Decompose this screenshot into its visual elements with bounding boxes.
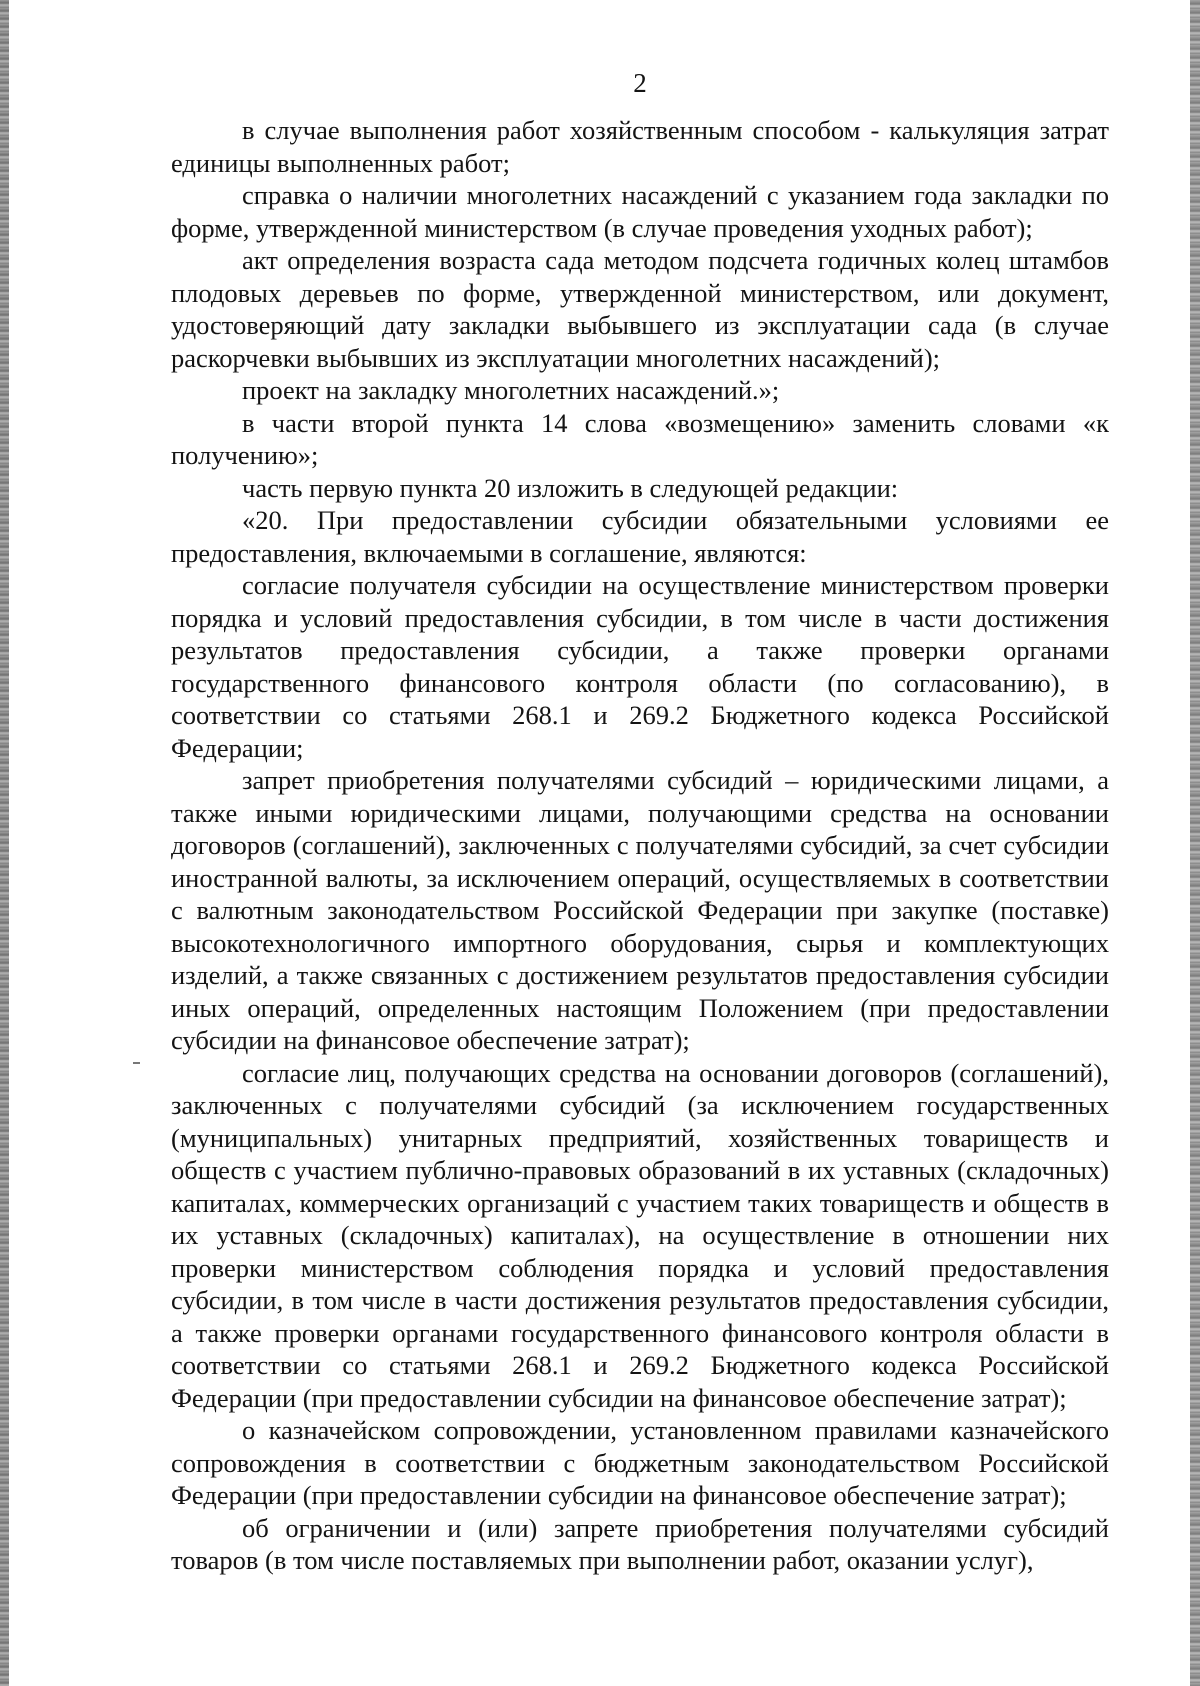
paragraph-orchard-age-act: акт определения возраста сада методом подсчета годичных колец штамбов плодовых деревьев по форме, утвержденной министерством, или документ, удостоверяющий дату закладки выбывшего из эксплуатации сада (в случае раскорчевки выбывших из эксплуатации многолетних насаждений); <box>171 245 1109 373</box>
paragraph-cost-calculation: в случае выполнения работ хозяйственным способом - калькуляция затрат единицы выполненных работ; <box>171 115 1109 178</box>
paragraph-purchase-restriction: об ограничении и (или) запрете приобретения получателями субсидий товаров (в том числе поставляемых при выполнении работ, оказании услуг), <box>171 1512 1109 1575</box>
paragraph-planting-project: проект на закладку многолетних насаждений.»; <box>242 375 780 405</box>
paragraph-item-14-amendment: в части второй пункта 14 слова «возмещению» заменить словами «к получению»; <box>171 407 1109 470</box>
scan-artifact-mark <box>133 1062 140 1064</box>
page-number: 2 <box>633 68 647 98</box>
paragraph-item-20-text: «20. При предоставлении субсидии обязательными условиями ее предоставления, включаемыми в соглашение, являются: <box>171 505 1109 568</box>
scan-left-edge <box>0 0 9 1686</box>
paragraph-treasury-support: о казначейском сопровождении, установленном правилами казначейского сопровождения в соответствии с бюджетным законодательством Российской Федерации (при предоставлении субсидии на финансовое обеспечение затрат); <box>171 1415 1109 1510</box>
paragraph-third-party-consent: согласие лиц, получающих средства на основании договоров (соглашений), заключенных с получателями субсидий (за исключением государственных (муниципальных) унитарных предприятий, хозяйственных товариществ и обществ с участием публично-правовых образований в их уставных (складочных) капиталах, коммерческих организаций с участием таких товариществ и обществ в их уставных (складочных) капиталах), на осуществление в отношении них проверки министерством соблюдения порядка и условий предоставления субсидии, в том числе в части достижения результатов предоставления субсидии, а также проверки органами государственного финансового контроля области в соответствии со статьями 268.1 и 269.2 Бюджетного кодекса Российской Федерации (при предоставлении субсидии на финансовое обеспечение затрат); <box>171 1057 1109 1413</box>
paragraph-foreign-currency-ban: запрет приобретения получателями субсидий – юридическими лицами, а также иными юридическими лицами, получающими средства на основании договоров (соглашений), заключенных с получателями субсидий, за счет субсидии иностранной валюты, за исключением операций, осуществляемых в соответствии с валютным законодательством Российской Федерации при закупке (поставке) высокотехнологичного импортного оборудования, сырья и комплектующих изделий, а также связанных с достижением результатов предоставления субсидии иных операций, определенных настоящим Положением (при предоставлении субсидии на финансовое обеспечение затрат); <box>171 765 1109 1055</box>
paragraph-item-20-amendment: часть первую пункта 20 изложить в следующей редакции: <box>242 472 899 503</box>
paragraph-audit-consent: согласие получателя субсидии на осуществление министерством проверки порядка и условий предоставления субсидии, в том числе в части достижения результатов предоставления субсидии, а также проверки органами государственного финансового контроля области (по согласованию), в соответствии со статьями 268.1 и 269.2 Бюджетного кодекса Российской Федерации; <box>171 570 1109 763</box>
paragraph-perennial-plantings-certificate: справка о наличии многолетних насаждений с указанием года закладки по форме, утвержденной министерством (в случае проведения уходных работ); <box>171 180 1109 243</box>
scan-right-edge <box>1190 0 1200 1686</box>
document-body <box>171 114 1109 1577</box>
